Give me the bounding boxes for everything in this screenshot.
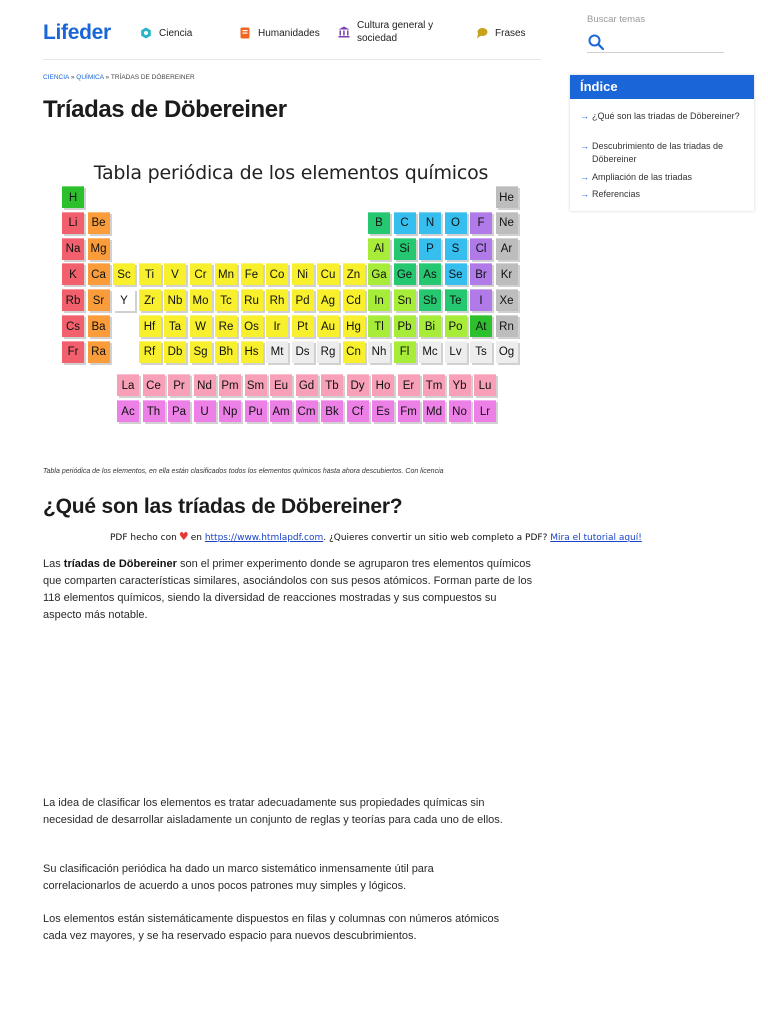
element-cell-ni: Ni [292,263,314,285]
element-cell-al: Al [368,238,390,260]
nav-label: Cultura general y sociedad [357,20,434,44]
element-cell-w: W [190,315,212,337]
element-cell-ne: Ne [496,212,518,234]
pdf-notice [110,530,642,543]
element-cell-ag: Ag [317,289,339,311]
toc-item[interactable] [580,140,750,165]
toc-title: Índice [570,75,754,99]
element-cell-es: Es [372,400,394,422]
arrow-right-icon: → [580,111,589,121]
search-input[interactable]: Buscar temas [587,14,646,25]
element-cell-og: Og [496,341,518,363]
element-cell-rn: Rn [496,315,518,337]
element-cell-no: No [449,400,471,422]
nav-frases[interactable] [476,27,526,39]
table-of-contents [570,75,754,211]
element-cell-ts: Ts [470,341,492,363]
nav-humanidades[interactable] [239,27,320,39]
nav-label: Ciencia [159,27,193,39]
para-bold: tríadas de Döbereiner [63,558,177,570]
element-cell-ra: Ra [88,341,110,363]
breadcrumb-ciencia[interactable]: CIENCIA [43,74,70,81]
element-cell-ga: Ga [368,263,390,285]
element-cell-mg: Mg [88,238,110,260]
element-cell-si: Si [394,238,416,260]
element-cell-f: F [470,212,492,234]
element-cell-tm: Tm [423,374,445,396]
breadcrumb-quimica[interactable]: QUÍMICA [76,74,104,81]
element-cell-re: Re [215,315,237,337]
element-cell-sr: Sr [88,289,110,311]
element-cell-cu: Cu [317,263,339,285]
element-cell-rb: Rb [62,289,84,311]
element-cell-sg: Sg [190,341,212,363]
section-heading: ¿Qué son las tríadas de Döbereiner? [43,495,403,518]
heart-icon: ♥ [178,530,189,543]
periodic-table-title: Tabla periódica de los elementos químicos [93,162,489,184]
nav-ciencia[interactable] [140,27,192,39]
element-cell-bi: Bi [419,315,441,337]
element-cell-pb: Pb [394,315,416,337]
element-cell-cn: Cn [343,341,365,363]
toc-item[interactable] [580,171,750,184]
element-cell-as: As [419,263,441,285]
atom-icon [140,27,152,39]
nav-label: Humanidades [258,27,320,39]
nav-cultura[interactable] [338,19,448,45]
element-cell-n: N [419,212,441,234]
element-cell-dy: Dy [347,374,369,396]
element-cell-h: H [62,186,84,208]
element-cell-c: C [394,212,416,234]
element-cell-ta: Ta [164,315,186,337]
element-cell-li: Li [62,212,84,234]
element-cell-s: S [445,238,467,260]
element-cell-lr: Lr [474,400,496,422]
element-cell-sb: Sb [419,289,441,311]
museum-icon [338,26,350,38]
para-text: son el primer experimento donde se agruparon tres elementos químicos que comparten características similares, asociándolos con sus pesos atómicos. Forman parte de los 118 elementos químicos, siendo la diversidad de reacciones mostradas y sus compuestos su aspecto más notable. [43,558,533,621]
element-cell-cr: Cr [190,263,212,285]
element-cell-cd: Cd [343,289,365,311]
toc-item-label: Descubrimiento de las triadas de Döbereiner [592,141,724,164]
element-cell-md: Md [423,400,445,422]
element-cell-tl: Tl [368,315,390,337]
element-cell-xe: Xe [496,289,518,311]
element-cell-he: He [496,186,518,208]
search-icon[interactable] [587,33,605,51]
element-cell-ge: Ge [394,263,416,285]
element-cell-hf: Hf [139,315,161,337]
element-cell-o: O [445,212,467,234]
element-cell-rh: Rh [266,289,288,311]
element-cell-mo: Mo [190,289,212,311]
element-cell-nd: Nd [194,374,216,396]
htmlapdf-link[interactable]: https://www.htmlapdf.com [204,533,324,543]
element-cell-cs: Cs [62,315,84,337]
pdf-notice-middle: en [190,533,202,543]
speech-bubble-icon [476,27,488,39]
element-cell-gd: Gd [296,374,318,396]
element-cell-fl: Fl [394,341,416,363]
element-cell-th: Th [143,400,165,422]
arrow-right-icon: → [580,189,589,199]
element-cell-ca: Ca [88,263,110,285]
element-cell-br: Br [470,263,492,285]
element-cell-ar: Ar [496,238,518,260]
element-cell-ds: Ds [292,341,314,363]
element-cell-er: Er [398,374,420,396]
element-cell-os: Os [241,315,263,337]
element-cell-cl: Cl [470,238,492,260]
tutorial-link[interactable]: Mira el tutorial aquí! [550,533,642,543]
element-cell-at: At [470,315,492,337]
element-cell-ba: Ba [88,315,110,337]
element-cell-fr: Fr [62,341,84,363]
element-cell-ir: Ir [266,315,288,337]
element-cell-sm: Sm [245,374,267,396]
element-cell-sc: Sc [113,263,135,285]
element-cell-p: P [419,238,441,260]
element-cell-rf: Rf [139,341,161,363]
element-cell-am: Am [270,400,292,422]
element-cell-in: In [368,289,390,311]
element-cell-pd: Pd [292,289,314,311]
element-cell-k: K [62,263,84,285]
element-cell-mc: Mc [419,341,441,363]
paragraph-3: Su clasificación periódica ha dado un marco sistemático inmensamente útil para correlacionarlos de acuerdo a unos pocos patrones muy simples y lógicos. [43,863,434,892]
pdf-notice-prefix: PDF hecho con [110,533,177,543]
toc-item[interactable] [580,110,750,123]
element-cell-be: Be [88,212,110,234]
element-cell-i: I [470,289,492,311]
arrow-right-icon: → [580,172,589,182]
image-caption: Tabla periódica de los elementos, en ella están clasificados todos los elementos químicos hasta ahora descubiertos. Con licencia [43,468,444,475]
nav-label: Frases [495,27,526,39]
element-cell-lu: Lu [474,374,496,396]
element-cell-ti: Ti [139,263,161,285]
element-cell-nh: Nh [368,341,390,363]
breadcrumb-separator: » [105,74,110,81]
element-cell-po: Po [445,315,467,337]
element-cell-pt: Pt [292,315,314,337]
element-cell-rg: Rg [317,341,339,363]
element-cell-ce: Ce [143,374,165,396]
element-cell-tb: Tb [321,374,343,396]
element-cell-tc: Tc [215,289,237,311]
element-cell-np: Np [219,400,241,422]
element-cell-u: U [194,400,216,422]
element-cell-kr: Kr [496,263,518,285]
element-cell-la: La [117,374,139,396]
element-cell-lv: Lv [445,341,467,363]
breadcrumb-separator: » [70,74,75,81]
page-title: Tríadas de Döbereiner [43,96,287,123]
element-cell-v: V [164,263,186,285]
toc-item-label: Referencias [592,189,641,199]
paragraph-2: La idea de clasificar los elementos es tratar adecuadamente sus propiedades químicas sin necesidad de desarrollar aisladamente un conjunto de reglas y teorías para cada uno de ellos. [43,797,503,826]
element-cell-sn: Sn [394,289,416,311]
element-cell-db: Db [164,341,186,363]
para-text: Las [43,558,64,570]
element-cell-te: Te [445,289,467,311]
element-cell-ho: Ho [372,374,394,396]
element-cell-pu: Pu [245,400,267,422]
header-divider [43,59,541,60]
search-underline [587,52,724,53]
element-cell-mn: Mn [215,263,237,285]
element-cell-zn: Zn [343,263,365,285]
element-cell-se: Se [445,263,467,285]
toc-item[interactable] [580,188,750,201]
element-cell-ru: Ru [241,289,263,311]
site-logo[interactable]: Lifeder [43,21,111,44]
element-cell-pa: Pa [168,400,190,422]
element-cell-au: Au [317,315,339,337]
book-icon [239,27,251,39]
element-cell-ac: Ac [117,400,139,422]
element-cell-bk: Bk [321,400,343,422]
arrow-right-icon: → [580,141,589,151]
toc-item-label: ¿Qué son las triadas de Döbereiner? [592,111,740,121]
element-cell-cf: Cf [347,400,369,422]
paragraph-intro [43,556,538,624]
element-cell-na: Na [62,238,84,260]
paragraph-4: Los elementos están sistemáticamente dispuestos en filas y columnas con números atómicos cada vez mayores, y se ha reservado espacio para nuevos descubrimientos. [43,913,500,942]
element-cell-yb: Yb [449,374,471,396]
element-cell-eu: Eu [270,374,292,396]
element-cell-fe: Fe [241,263,263,285]
element-cell-nb: Nb [164,289,186,311]
element-cell-cm: Cm [296,400,318,422]
breadcrumb [43,74,195,81]
element-cell-zr: Zr [139,289,161,311]
element-cell-co: Co [266,263,288,285]
element-cell-hg: Hg [343,315,365,337]
pdf-notice-question: . ¿Quieres convertir un sitio web completo a PDF? [323,533,548,543]
element-cell-pr: Pr [168,374,190,396]
periodic-table-image [60,158,522,428]
element-cell-b: B [368,212,390,234]
breadcrumb-current: TRÍADAS DE DÖBEREINER [110,74,195,81]
element-cell-y: Y [113,289,135,311]
element-cell-mt: Mt [266,341,288,363]
toc-item-label: Ampliación de las triadas [592,172,693,182]
element-cell-fm: Fm [398,400,420,422]
element-cell-bh: Bh [215,341,237,363]
element-cell-hs: Hs [241,341,263,363]
element-cell-pm: Pm [219,374,241,396]
